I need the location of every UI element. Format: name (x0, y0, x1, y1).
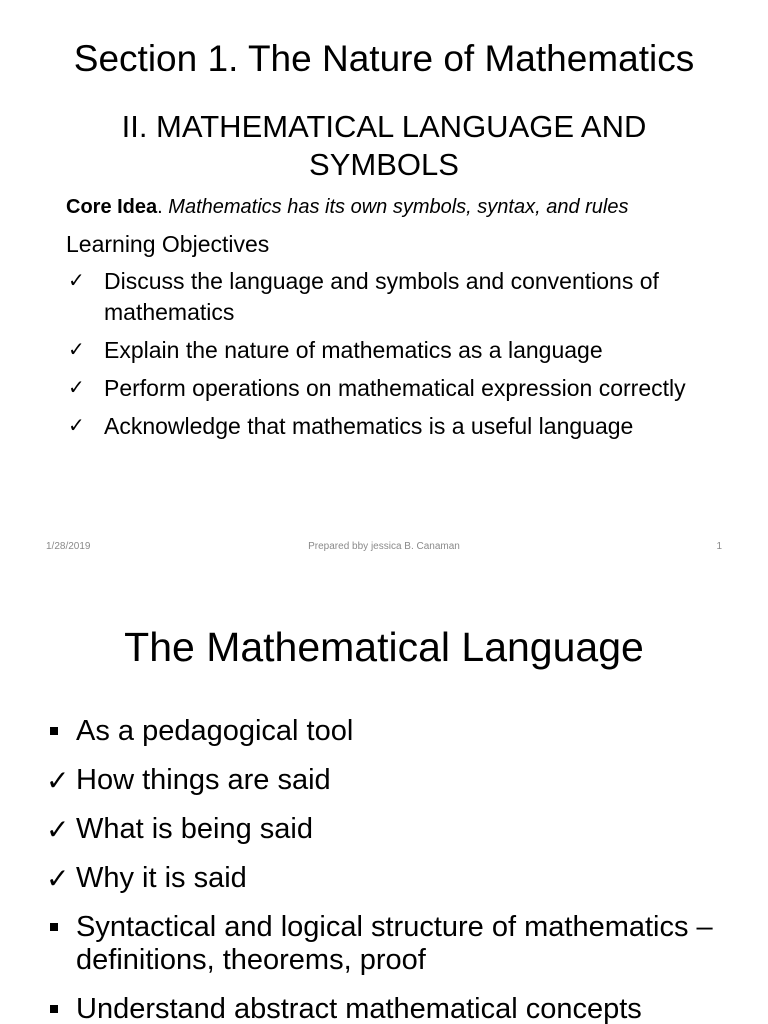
list-item (46, 993, 726, 1024)
slide-title: The Mathematical Language (124, 624, 644, 670)
footer-page-number: 1 (716, 541, 722, 552)
objective-item (66, 266, 736, 328)
core-idea (66, 193, 628, 221)
check-icon: ✓ (68, 415, 85, 437)
list-item-text: What is being said (76, 813, 313, 845)
check-icon: ✓ (46, 765, 70, 796)
list-item (46, 862, 726, 895)
square-bullet-icon (50, 1005, 58, 1013)
list-item-text: Why it is said (76, 862, 247, 894)
core-idea-text: Mathematics has its own symbols, syntax, and rules (168, 196, 629, 218)
list-item-text: How things are said (76, 764, 331, 796)
list-item-text: As a pedagogical tool (76, 715, 354, 747)
objective-item (66, 373, 736, 404)
objective-text: Discuss the language and symbols and conventions of mathematics (104, 268, 659, 325)
list-item (46, 813, 726, 846)
check-icon: ✓ (68, 339, 85, 361)
objective-item (66, 411, 736, 442)
bullet-list (46, 715, 726, 1024)
slide-title: Section 1. The Nature of Mathematics (73, 38, 695, 79)
objective-text: Explain the nature of mathematics as a language (104, 337, 603, 363)
slide-2 (0, 575, 768, 1024)
objective-text: Acknowledge that mathematics is a useful language (104, 413, 634, 439)
core-idea-separator: . (157, 196, 169, 218)
slide-subtitle: II. MATHEMATICAL LANGUAGE AND SYMBOLS (121, 109, 647, 182)
list-item (46, 764, 726, 797)
check-icon: ✓ (68, 377, 85, 399)
footer-date: 1/28/2019 (46, 541, 91, 552)
square-bullet-icon (50, 923, 58, 931)
list-item (46, 911, 726, 977)
check-icon: ✓ (68, 270, 85, 292)
objective-text: Perform operations on mathematical expression correctly (104, 375, 686, 401)
list-item-text: Syntactical and logical structure of mathematics – definitions, theorems, proof (76, 911, 713, 976)
list-item-text: Understand abstract mathematical concepts (76, 993, 642, 1024)
list-item (46, 715, 726, 748)
learning-objectives-heading: Learning Objectives (66, 231, 270, 257)
square-bullet-icon (50, 727, 58, 735)
core-idea-label: Core Idea (66, 196, 158, 218)
check-icon: ✓ (46, 863, 70, 894)
footer-author: Prepared bby jessica B. Canaman (308, 541, 460, 552)
objective-item (66, 335, 736, 366)
learning-objectives-list (66, 266, 736, 449)
check-icon: ✓ (46, 814, 70, 845)
